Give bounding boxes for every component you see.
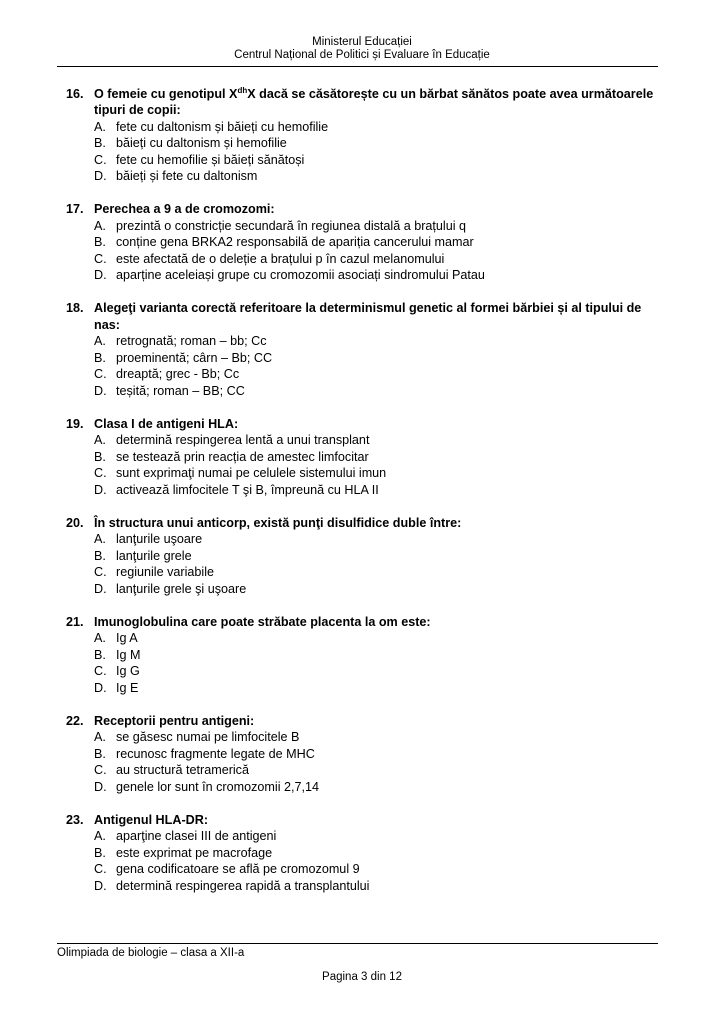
option-c: C. este afectată de o deleție a brațului p în cazul melanomului: [94, 251, 445, 266]
option-c: C. Ig G: [94, 664, 140, 679]
question-21: [66, 614, 656, 696]
option-d: D. genele lor sunt în cromozomii 2,7,14: [94, 779, 320, 794]
option-c: C. sunt exprimaţi numai pe celulele sistemului imun: [94, 466, 387, 481]
option-d: D. Ig E: [94, 680, 139, 695]
question-22: [66, 713, 656, 795]
page-number: Pagina 3 din 12: [322, 971, 402, 983]
option-d: D. lanţurile grele şi uşoare: [94, 581, 247, 596]
question-number: 19.: [66, 416, 84, 431]
page-header: [0, 36, 724, 62]
question-number: 17.: [66, 202, 84, 217]
option-a: A. prezintă o constricție secundară în regiunea distală a brațului q: [94, 218, 467, 233]
question-18: [66, 300, 656, 398]
question-17: [66, 201, 656, 283]
header-divider: [57, 66, 658, 67]
question-text: Receptorii pentru antigeni:: [94, 714, 255, 728]
option-b: B. conține gena BRKA2 responsabilă de apariția cancerului mamar: [94, 235, 474, 250]
question-number: 21.: [66, 614, 84, 629]
option-b: B. se testează prin reacția de amestec limfocitar: [94, 449, 369, 464]
question-text: Alegeţi varianta corectă referitoare la determinismul genetic al formei bărbiei și al tipului de nas:: [94, 301, 642, 332]
option-c: C. regiunile variabile: [94, 565, 215, 580]
header-center: Centrul Național de Politici și Evaluare în Educație: [234, 49, 490, 61]
option-b: B. proeminentă; cârn – Bb; CC: [94, 350, 273, 365]
question-list: [66, 86, 656, 911]
question-number: 22.: [66, 714, 84, 728]
question-text: Antigenul HLA-DR:: [94, 813, 209, 828]
question-23: [66, 812, 656, 894]
header-ministry: Ministerul Educației: [312, 36, 412, 48]
option-c: C. dreaptă; grec - Bb; Cc: [94, 367, 240, 382]
option-b: B. recunosc fragmente legate de MHC: [94, 746, 315, 761]
superscript-dh: dh: [237, 86, 248, 95]
option-b: B. băieți cu daltonism și hemofilie: [94, 136, 287, 151]
option-c: C. gena codificatoare se află pe cromozomul 9: [94, 862, 360, 877]
question-number: 20.: [66, 515, 84, 530]
question-20: [66, 515, 656, 597]
option-d: D. teșită; roman – BB; CC: [94, 383, 245, 398]
footer-olympiad-label: Olimpiada de biologie – clasa a XII-a: [57, 947, 245, 959]
question-text: O femeie cu genotipul $X^{dh}X$ dacă se căsătorește cu un bărbat sănătos poate avea următoarele tipuri de copii:: [94, 86, 654, 118]
option-b: B. Ig M: [94, 647, 141, 662]
option-d: D. determină respingerea rapidă a transplantului: [94, 878, 370, 893]
option-d: D. aparține aceleiași grupe cu cromozomii asociați sindromului Patau: [94, 268, 485, 283]
footer-divider: [57, 943, 658, 944]
option-a: A. determină respingerea lentă a unui transplant: [94, 433, 370, 448]
question-text: Imunoglobulina care poate străbate placenta la om este:: [94, 614, 431, 629]
option-a: A. aparţine clasei III de antigeni: [94, 829, 277, 844]
option-b: B. lanţurile grele: [94, 548, 192, 563]
option-d: D. băieți și fete cu daltonism: [94, 169, 258, 184]
option-a: A. Ig A: [94, 631, 138, 646]
question-number: 16.: [66, 87, 84, 101]
question-number: 23.: [66, 813, 84, 828]
option-a: A. retrognată; roman – bb; Cc: [94, 334, 267, 349]
option-c: C. fete cu hemofilie și băieți sănătoși: [94, 152, 305, 167]
option-d: D. activează limfocitele T şi B, împreună cu HLA II: [94, 482, 379, 497]
question-number: 18.: [66, 301, 84, 316]
option-a: A. lanţurile uşoare: [94, 532, 203, 547]
question-text: În structura unui anticorp, există punţi disulfidice duble între:: [94, 515, 462, 530]
option-a: A. se găsesc numai pe limfocitele B: [94, 730, 300, 745]
question-text: Perechea a 9 a de cromozomi:: [94, 202, 275, 217]
option-b: B. este exprimat pe macrofage: [94, 845, 273, 860]
question-text: Clasa I de antigeni HLA:: [94, 416, 239, 431]
question-19: [66, 416, 656, 498]
question-16: [66, 86, 656, 184]
option-c: C. au structură tetramerică: [94, 763, 249, 778]
option-a: A. fete cu daltonism și băieți cu hemofilie: [94, 119, 329, 134]
